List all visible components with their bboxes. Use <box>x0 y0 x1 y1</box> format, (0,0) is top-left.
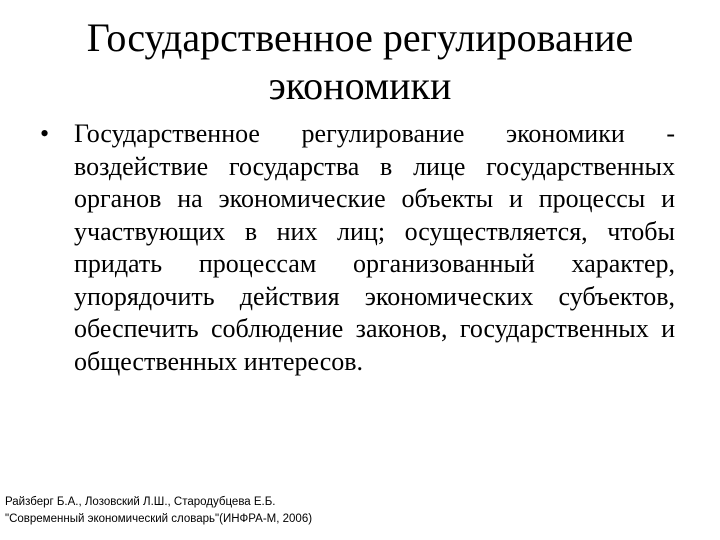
title-line-2: экономики <box>268 63 452 108</box>
title-line-1: Государственное регулирование <box>86 15 634 60</box>
source-publication: "Современный экономический словарь"(ИНФРА-М, 2006) <box>5 513 313 525</box>
bullet-dot-icon: • <box>40 119 50 148</box>
source-authors: Райзберг Б.А., Лозовский Л.Ш., Стародубцева Е.Б. <box>5 496 276 508</box>
source-citation <box>5 494 425 528</box>
slide-title <box>40 14 680 110</box>
definition-text: Государственное регулирование экономики - воздействие государства в лице государственных органов на экономические объекты и процессы и участвующих в них лиц; осуществляется, чтобы придать процессам организованный характер, упорядочить действия экономических субъектов, обеспечить соблюдение законов, государственных и общественных интересов. <box>74 119 675 376</box>
definition-bullet <box>40 118 675 378</box>
